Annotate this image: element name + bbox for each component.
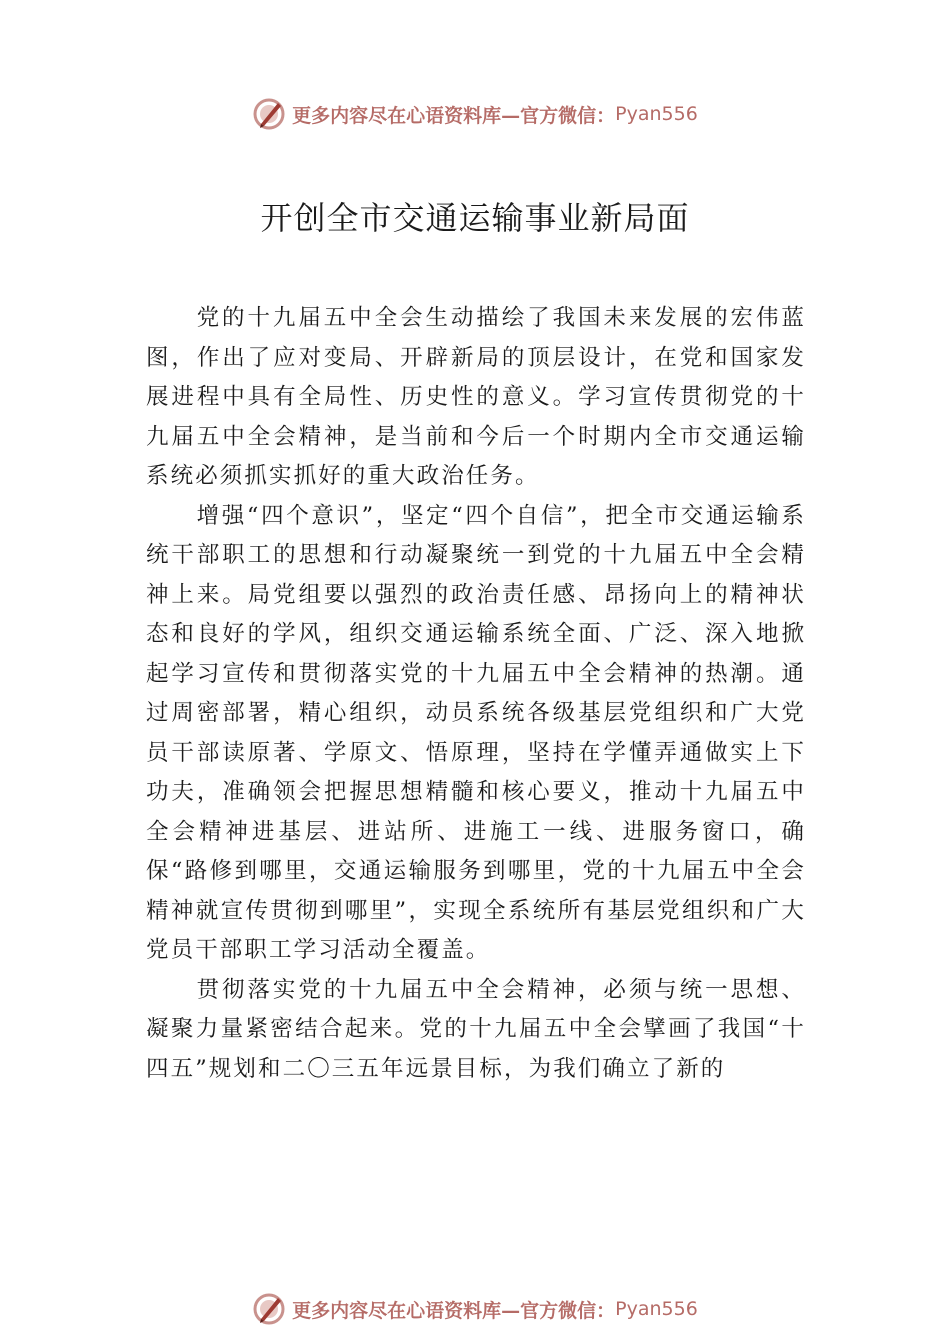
header-watermark-banner <box>0 94 950 134</box>
paragraph: 增强“四个意识”，坚定“四个自信”，把全市交通运输系统干部职工的思想和行动凝聚统一到党的十九届五中全会精神上来。局党组要以强烈的政治责任感、昂扬向上的精神状态和良好的学风，组织交通运输系统全面、广泛、深入地掀起学习宣传和贯彻落实党的十九届五中全会精神的热潮。通过周密部署，精心组织，动员系统各级基层党组织和广大党员干部读原著、学原文、悟原理，坚持在学懂弄通做实上下功夫，准确领会把握思想精髓和核心要义，推动十九届五中全会精神进基层、进站所、进施工一线、进服务窗口，确保“路修到哪里，交通运输服务到哪里，党的十九届五中全会精神就宣传贯彻到哪里”，实现全系统所有基层党组织和广大党员干部职工学习活动全覆盖。 <box>146 502 806 963</box>
footer-wechat-id: Pyan556 <box>615 1298 698 1320</box>
header-wechat-id: Pyan556 <box>615 103 698 125</box>
footer-watermark-banner <box>0 1289 950 1329</box>
footer-banner-text: 更多内容尽在心语资料库—官方微信： <box>292 1299 616 1322</box>
paragraph: 贯彻落实党的十九届五中全会精神，必须与统一思想、凝聚力量紧密结合起来。党的十九届五中全会擘画了我国“十四五”规划和二〇三五年远景目标，为我们确立了新的 <box>146 976 806 1082</box>
header-banner-text: 更多内容尽在心语资料库—官方微信： <box>292 104 616 127</box>
document-title: 开创全市交通运输事业新局面 <box>260 199 690 237</box>
paragraph: 党的十九届五中全会生动描绘了我国未来发展的宏伟蓝图，作出了应对变局、开辟新局的顶层设计，在党和国家发展进程中具有全局性、历史性的意义。学习宣传贯彻党的十九届五中全会精神，是当前和今后一个时期内全市交通运输系统必须抓实抓好的重大政治任务。 <box>146 305 806 489</box>
article-body <box>146 299 806 1089</box>
pen-logo-icon <box>252 97 286 131</box>
pen-logo-icon <box>252 1292 286 1326</box>
